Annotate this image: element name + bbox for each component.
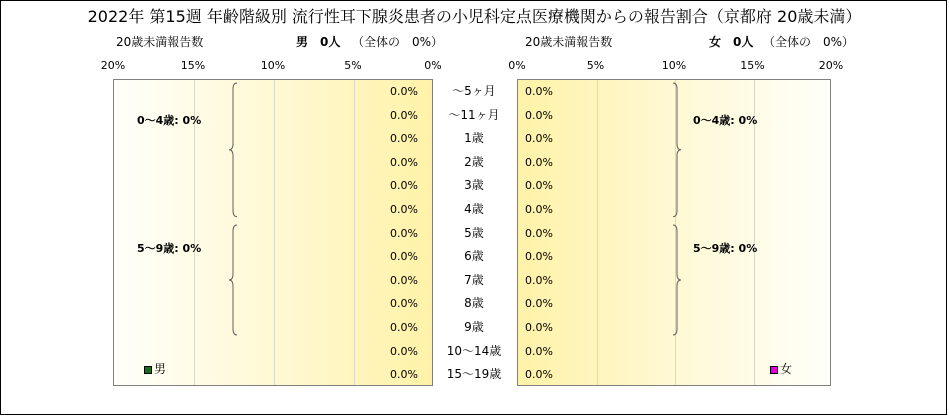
female-legend <box>770 360 792 377</box>
male-value-label: 0.0% <box>390 108 418 122</box>
female-value-label: 0.0% <box>525 344 553 358</box>
female-x-tick: 15% <box>740 59 765 72</box>
female-value-label: 0.0% <box>525 85 553 98</box>
male-age-group-label: 5～9歳: 0% <box>137 242 202 255</box>
chart-title: 2022年 第15週 年齢階級別 流行性耳下腺炎患者の小児科定点医療機関からの報告割合（京都府 20歳未満） <box>87 7 862 26</box>
male-value-label: 0.0% <box>390 179 418 193</box>
age-category-label: 1歳 <box>464 131 484 146</box>
female-value-label: 0.0% <box>525 297 553 311</box>
male-x-tick: 5% <box>344 59 362 72</box>
female-legend-label: 女 <box>780 362 793 376</box>
male-x-tick: 15% <box>180 59 206 72</box>
age-category-label: 8歳 <box>464 296 484 311</box>
male-x-tick: 20% <box>100 59 126 72</box>
male-count-label: 20歳未満報告数 <box>116 35 204 49</box>
male-gridline <box>354 80 355 385</box>
female-age-group-label: 5～9歳: 0% <box>693 242 758 255</box>
age-category-label: 10～14歳 <box>446 343 502 358</box>
female-value-label: 0.0% <box>525 273 553 287</box>
female-age-group-brace <box>671 83 683 217</box>
age-category-label: 4歳 <box>464 202 484 216</box>
age-category-label: ～11ヶ月 <box>448 107 500 122</box>
male-total-share: （全体の 0%） <box>352 35 444 49</box>
age-category-label: 2歳 <box>464 154 484 169</box>
female-value-label: 0.0% <box>525 179 553 193</box>
female-x-tick: 20% <box>818 59 844 72</box>
male-value-label: 0.0% <box>390 226 418 240</box>
male-value-label: 0.0% <box>390 368 418 382</box>
male-age-group-brace <box>227 83 239 217</box>
male-value-label: 0.0% <box>390 155 418 169</box>
male-value-label: 0.0% <box>390 321 418 334</box>
female-age-group-brace <box>671 225 683 335</box>
age-category-label: 9歳 <box>464 320 484 334</box>
female-gridline <box>597 80 598 385</box>
female-total-share: （全体の 0%） <box>763 35 855 49</box>
male-age-group-brace <box>227 225 239 335</box>
female-value-label: 0.0% <box>525 155 553 169</box>
male-gridline <box>274 80 275 385</box>
female-age-group-label: 0～4歳: 0% <box>693 114 758 127</box>
female-legend-swatch <box>770 366 778 374</box>
male-legend-label: 男 <box>154 362 167 376</box>
female-count-label: 20歳未満報告数 <box>525 35 613 49</box>
female-x-tick: 0% <box>508 59 526 72</box>
age-category-label: 7歳 <box>464 272 484 287</box>
female-summary: 女 0人 <box>709 35 754 49</box>
male-x-tick: 10% <box>260 59 286 72</box>
male-value-label: 0.0% <box>390 250 418 264</box>
age-category-label: ～5ヶ月 <box>452 84 496 98</box>
male-legend <box>144 360 166 377</box>
male-value-label: 0.0% <box>390 344 418 358</box>
male-value-label: 0.0% <box>390 273 418 287</box>
age-category-label: 3歳 <box>464 178 484 193</box>
female-value-label: 0.0% <box>525 368 553 382</box>
female-value-label: 0.0% <box>525 132 553 146</box>
male-summary: 男 0人 <box>296 35 341 49</box>
male-value-label: 0.0% <box>390 297 418 311</box>
male-age-group-label: 0～4歳: 0% <box>137 114 202 127</box>
female-x-tick: 10% <box>661 59 687 72</box>
age-category-label: 15～19歳 <box>446 367 502 382</box>
male-value-label: 0.0% <box>390 85 418 98</box>
female-value-label: 0.0% <box>525 203 553 216</box>
male-legend-swatch <box>144 366 152 374</box>
age-category-label: 5歳 <box>464 225 484 240</box>
female-value-label: 0.0% <box>525 250 553 264</box>
male-value-label: 0.0% <box>390 203 418 216</box>
male-value-label: 0.0% <box>390 132 418 146</box>
female-x-tick: 5% <box>586 59 605 72</box>
female-value-label: 0.0% <box>525 321 553 334</box>
female-value-label: 0.0% <box>525 226 553 240</box>
female-value-label: 0.0% <box>525 108 553 122</box>
male-x-tick: 0% <box>424 59 442 72</box>
age-category-label: 6歳 <box>464 249 484 264</box>
